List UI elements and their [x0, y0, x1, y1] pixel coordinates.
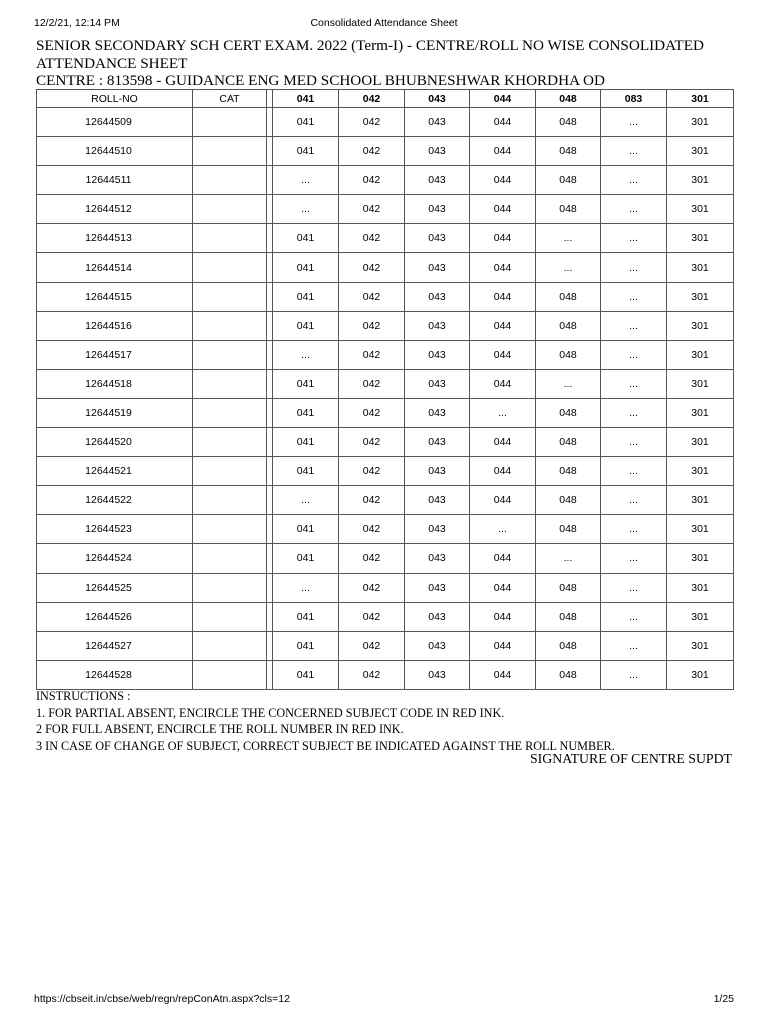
cat-cell	[193, 457, 267, 486]
subject-code-cell: 048	[536, 340, 601, 369]
cat-cell	[193, 108, 267, 137]
print-document-title: Consolidated Attendance Sheet	[310, 17, 458, 29]
subject-code-cell: ...	[536, 544, 601, 573]
roll-number-cell: 12644527	[37, 631, 193, 660]
roll-number-cell: 12644514	[37, 253, 193, 282]
subject-code-cell: ...	[601, 486, 667, 515]
subject-code-cell: 041	[273, 311, 339, 340]
subject-code-cell: 048	[536, 108, 601, 137]
subject-code-cell: 042	[339, 457, 405, 486]
header-subject-042: 042	[339, 90, 405, 108]
roll-number-cell: 12644512	[37, 195, 193, 224]
table-row	[37, 398, 734, 427]
subject-code-cell: ...	[601, 340, 667, 369]
instruction-item: 2 FOR FULL ABSENT, ENCIRCLE THE ROLL NUMBER IN RED INK.	[36, 722, 404, 736]
subject-code-cell: ...	[601, 108, 667, 137]
subject-code-cell: ...	[601, 311, 667, 340]
header-subject-083: 083	[601, 90, 667, 108]
subject-code-cell: 048	[536, 311, 601, 340]
subject-code-cell: ...	[273, 340, 339, 369]
subject-code-cell: ...	[601, 428, 667, 457]
subject-code-cell: 301	[667, 631, 734, 660]
heading-line-centre: CENTRE : 813598 - GUIDANCE ENG MED SCHOOL BHUBNESHWAR KHORDHA OD	[36, 72, 605, 89]
subject-code-cell: 043	[405, 137, 470, 166]
subject-code-cell: 301	[667, 660, 734, 689]
subject-code-cell: 041	[273, 224, 339, 253]
subject-code-cell: 044	[470, 282, 536, 311]
subject-code-cell: ...	[601, 195, 667, 224]
subject-code-cell: 042	[339, 660, 405, 689]
subject-code-cell: 044	[470, 486, 536, 515]
subject-code-cell: 042	[339, 573, 405, 602]
table-row	[37, 544, 734, 573]
subject-code-cell: ...	[273, 195, 339, 224]
subject-code-cell: 043	[405, 195, 470, 224]
subject-code-cell: 048	[536, 195, 601, 224]
subject-code-cell: 043	[405, 398, 470, 427]
subject-code-cell: 044	[470, 340, 536, 369]
subject-code-cell: 048	[536, 282, 601, 311]
table-row	[37, 340, 734, 369]
subject-code-cell: 044	[470, 602, 536, 631]
subject-code-cell: 042	[339, 282, 405, 311]
subject-code-cell: ...	[601, 544, 667, 573]
roll-number-cell: 12644518	[37, 369, 193, 398]
subject-code-cell: ...	[601, 398, 667, 427]
roll-number-cell: 12644520	[37, 428, 193, 457]
subject-code-cell: ...	[273, 486, 339, 515]
roll-number-cell: 12644522	[37, 486, 193, 515]
subject-code-cell: ...	[536, 369, 601, 398]
subject-code-cell: 041	[273, 253, 339, 282]
table-row	[37, 166, 734, 195]
subject-code-cell: 301	[667, 108, 734, 137]
subject-code-cell: 042	[339, 253, 405, 282]
subject-code-cell: 042	[339, 137, 405, 166]
subject-code-cell: 043	[405, 369, 470, 398]
subject-code-cell: 041	[273, 398, 339, 427]
signature-label: SIGNATURE OF CENTRE SUPDT	[530, 751, 732, 766]
subject-code-cell: 044	[470, 369, 536, 398]
cat-cell	[193, 515, 267, 544]
subject-code-cell: 301	[667, 602, 734, 631]
roll-number-cell: 12644528	[37, 660, 193, 689]
table-row	[37, 253, 734, 282]
roll-number-cell: 12644524	[37, 544, 193, 573]
heading-line-exam: SENIOR SECONDARY SCH CERT EXAM. 2022 (Term-I) - CENTRE/ROLL NO WISE CONSOLIDATED	[36, 37, 704, 54]
subject-code-cell: 048	[536, 166, 601, 195]
cat-cell	[193, 253, 267, 282]
subject-code-cell: 041	[273, 544, 339, 573]
subject-code-cell: 042	[339, 311, 405, 340]
subject-code-cell: 043	[405, 253, 470, 282]
cat-cell	[193, 602, 267, 631]
table-row	[37, 428, 734, 457]
header-subject-301: 301	[667, 90, 734, 108]
table-row	[37, 602, 734, 631]
table-row	[37, 108, 734, 137]
subject-code-cell: 043	[405, 515, 470, 544]
subject-code-cell: 042	[339, 631, 405, 660]
subject-code-cell: 041	[273, 282, 339, 311]
table-row	[37, 486, 734, 515]
roll-number-cell: 12644511	[37, 166, 193, 195]
subject-code-cell: 301	[667, 195, 734, 224]
subject-code-cell: 041	[273, 108, 339, 137]
subject-code-cell: 048	[536, 428, 601, 457]
subject-code-cell: 043	[405, 631, 470, 660]
subject-code-cell: ...	[601, 224, 667, 253]
cat-cell	[193, 166, 267, 195]
subject-code-cell: 042	[339, 369, 405, 398]
roll-number-cell: 12644513	[37, 224, 193, 253]
subject-code-cell: 042	[339, 195, 405, 224]
print-datetime: 12/2/21, 12:14 PM	[34, 17, 120, 29]
header-subject-043: 043	[405, 90, 470, 108]
cat-cell	[193, 660, 267, 689]
subject-code-cell: 041	[273, 457, 339, 486]
subject-code-cell: 301	[667, 515, 734, 544]
cat-cell	[193, 340, 267, 369]
subject-code-cell: 301	[667, 428, 734, 457]
subject-code-cell: ...	[601, 631, 667, 660]
subject-code-cell: 042	[339, 108, 405, 137]
print-header	[0, 17, 768, 31]
table-row	[37, 660, 734, 689]
heading-line-sheet: ATTENDANCE SHEET	[36, 54, 188, 72]
header-cat: CAT	[193, 90, 267, 108]
header-roll-no: ROLL-NO	[37, 90, 193, 108]
subject-code-cell: 043	[405, 486, 470, 515]
subject-code-cell: 041	[273, 428, 339, 457]
subject-code-cell: 044	[470, 253, 536, 282]
subject-code-cell: 048	[536, 515, 601, 544]
subject-code-cell: 301	[667, 340, 734, 369]
subject-code-cell: 048	[536, 457, 601, 486]
subject-code-cell: 044	[470, 631, 536, 660]
subject-code-cell: 044	[470, 166, 536, 195]
cat-cell	[193, 282, 267, 311]
subject-code-cell: ...	[601, 602, 667, 631]
subject-code-cell: 048	[536, 486, 601, 515]
subject-code-cell: 043	[405, 428, 470, 457]
subject-code-cell: 043	[405, 457, 470, 486]
subject-code-cell: ...	[601, 573, 667, 602]
subject-code-cell: 044	[470, 108, 536, 137]
cat-cell	[193, 486, 267, 515]
roll-number-cell: 12644510	[37, 137, 193, 166]
subject-code-cell: 301	[667, 253, 734, 282]
subject-code-cell: ...	[536, 253, 601, 282]
subject-code-cell: 044	[470, 544, 536, 573]
subject-code-cell: 041	[273, 515, 339, 544]
subject-code-cell: 043	[405, 340, 470, 369]
subject-code-cell: 042	[339, 602, 405, 631]
subject-code-cell: 301	[667, 311, 734, 340]
subject-code-cell: ...	[601, 369, 667, 398]
subject-code-cell: 048	[536, 137, 601, 166]
instructions-title: INSTRUCTIONS :	[36, 689, 131, 703]
instructions-block	[36, 688, 736, 754]
subject-code-cell: 043	[405, 282, 470, 311]
cat-cell	[193, 398, 267, 427]
roll-number-cell: 12644517	[37, 340, 193, 369]
cat-cell	[193, 311, 267, 340]
subject-code-cell: 301	[667, 224, 734, 253]
subject-code-cell: 044	[470, 224, 536, 253]
subject-code-cell: 048	[536, 631, 601, 660]
table-row	[37, 137, 734, 166]
cat-cell	[193, 137, 267, 166]
subject-code-cell: ...	[273, 166, 339, 195]
subject-code-cell: 043	[405, 660, 470, 689]
roll-number-cell: 12644519	[37, 398, 193, 427]
table-row	[37, 515, 734, 544]
subject-code-cell: 044	[470, 457, 536, 486]
subject-code-cell: 048	[536, 602, 601, 631]
subject-code-cell: ...	[601, 166, 667, 195]
subject-code-cell: 043	[405, 573, 470, 602]
subject-code-cell: ...	[273, 573, 339, 602]
attendance-table	[36, 89, 734, 690]
subject-code-cell: 043	[405, 544, 470, 573]
subject-code-cell: ...	[601, 137, 667, 166]
instruction-item: 3 IN CASE OF CHANGE OF SUBJECT, CORRECT SUBJECT BE INDICATED AGAINST THE ROLL NUMBER.	[36, 738, 615, 753]
subject-code-cell: 042	[339, 515, 405, 544]
subject-code-cell: 301	[667, 573, 734, 602]
subject-code-cell: 301	[667, 369, 734, 398]
subject-code-cell: ...	[536, 224, 601, 253]
header-subject-041: 041	[273, 90, 339, 108]
cat-cell	[193, 195, 267, 224]
table-row	[37, 224, 734, 253]
subject-code-cell: 042	[339, 544, 405, 573]
subject-code-cell: 042	[339, 398, 405, 427]
subject-code-cell: 042	[339, 340, 405, 369]
table-header-row	[37, 90, 734, 108]
table-row	[37, 631, 734, 660]
subject-code-cell: 044	[470, 573, 536, 602]
subject-code-cell: 042	[339, 224, 405, 253]
roll-number-cell: 12644509	[37, 108, 193, 137]
cat-cell	[193, 369, 267, 398]
subject-code-cell: 301	[667, 166, 734, 195]
subject-code-cell: 043	[405, 108, 470, 137]
subject-code-cell: 301	[667, 544, 734, 573]
subject-code-cell: 043	[405, 602, 470, 631]
subject-code-cell: 044	[470, 311, 536, 340]
subject-code-cell: 044	[470, 195, 536, 224]
subject-code-cell: 048	[536, 398, 601, 427]
subject-code-cell: 042	[339, 486, 405, 515]
table-row	[37, 282, 734, 311]
table-row	[37, 195, 734, 224]
subject-code-cell: 041	[273, 137, 339, 166]
roll-number-cell: 12644516	[37, 311, 193, 340]
subject-code-cell: 048	[536, 573, 601, 602]
subject-code-cell: 041	[273, 660, 339, 689]
subject-code-cell: ...	[601, 660, 667, 689]
subject-code-cell: 044	[470, 428, 536, 457]
header-subject-048: 048	[536, 90, 601, 108]
subject-code-cell: 043	[405, 166, 470, 195]
subject-code-cell: ...	[601, 253, 667, 282]
subject-code-cell: 301	[667, 457, 734, 486]
subject-code-cell: ...	[601, 457, 667, 486]
subject-code-cell: 048	[536, 660, 601, 689]
table-row	[37, 311, 734, 340]
print-footer	[0, 993, 768, 1007]
subject-code-cell: 301	[667, 137, 734, 166]
roll-number-cell: 12644521	[37, 457, 193, 486]
cat-cell	[193, 224, 267, 253]
page-number: 1/25	[713, 993, 734, 1005]
subject-code-cell: 301	[667, 486, 734, 515]
header-subject-044: 044	[470, 90, 536, 108]
subject-code-cell: ...	[470, 398, 536, 427]
subject-code-cell: 044	[470, 137, 536, 166]
subject-code-cell: 043	[405, 224, 470, 253]
table-row	[37, 457, 734, 486]
print-url: https://cbseit.in/cbse/web/regn/repConAtn.aspx?cls=12	[34, 993, 290, 1005]
subject-code-cell: 041	[273, 631, 339, 660]
subject-code-cell: 301	[667, 282, 734, 311]
cat-cell	[193, 428, 267, 457]
subject-code-cell: 041	[273, 369, 339, 398]
instruction-item: 1. FOR PARTIAL ABSENT, ENCIRCLE THE CONCERNED SUBJECT CODE IN RED INK.	[36, 705, 505, 720]
subject-code-cell: 301	[667, 398, 734, 427]
cat-cell	[193, 544, 267, 573]
subject-code-cell: 044	[470, 660, 536, 689]
subject-code-cell: 041	[273, 602, 339, 631]
roll-number-cell: 12644515	[37, 282, 193, 311]
subject-code-cell: 042	[339, 166, 405, 195]
subject-code-cell: 043	[405, 311, 470, 340]
roll-number-cell: 12644523	[37, 515, 193, 544]
cat-cell	[193, 631, 267, 660]
roll-number-cell: 12644525	[37, 573, 193, 602]
subject-code-cell: ...	[601, 282, 667, 311]
subject-code-cell: 042	[339, 428, 405, 457]
table-row	[37, 573, 734, 602]
roll-number-cell: 12644526	[37, 602, 193, 631]
cat-cell	[193, 573, 267, 602]
subject-code-cell: ...	[601, 515, 667, 544]
subject-code-cell: ...	[470, 515, 536, 544]
sheet-heading	[36, 37, 736, 90]
table-row	[37, 369, 734, 398]
